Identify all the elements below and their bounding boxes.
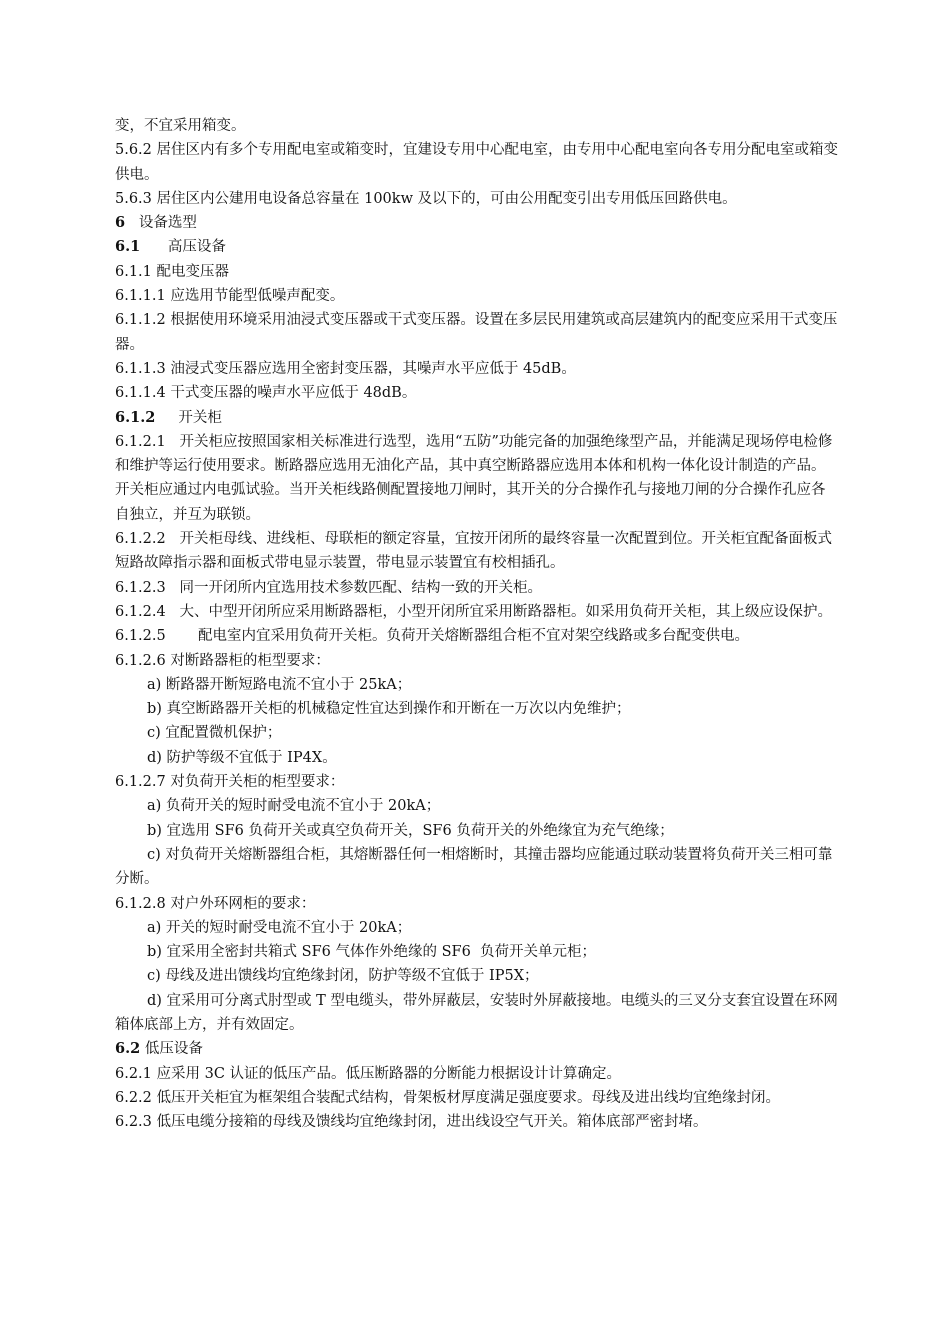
- paragraph-text: c) 对负荷开关熔断器组合柜，其熔断器任何一相熔断时，其撞击器均应能通过联动装置将负荷开关三相可靠分断。: [115, 846, 833, 888]
- paragraph: [115, 624, 839, 648]
- paragraph: [115, 964, 839, 988]
- paragraph: [115, 211, 839, 235]
- paragraph-text: 6.1.1.4 干式变压器的噪声水平应低于 48dB。: [115, 385, 417, 402]
- paragraph-text: 高压设备: [140, 239, 226, 256]
- section-number: 6.2: [115, 1040, 141, 1058]
- paragraph-text: d) 防护等级不宜低于 IP4X。: [147, 749, 337, 766]
- paragraph: [115, 576, 839, 600]
- paragraph: [115, 697, 839, 721]
- paragraph-text: b) 真空断路器开关柜的机械稳定性宜达到操作和开断在一万次以内免维护；: [147, 701, 631, 718]
- paragraph-text: 6.1.2.2 开关柜母线、进线柜、母联柜的额定容量，宜按开闭所的最终容量一次配置到位。开关柜宜配备面板式短路故障指示器和面板式带电显示装置，带电显示装置宜有校相插孔。: [115, 531, 833, 572]
- paragraph-text: 6.1.2.5 配电室内宜采用负荷开关柜。负荷开关熔断器组合柜不宜对架空线路或多台配变供电。: [115, 628, 749, 645]
- paragraph: [115, 357, 839, 381]
- paragraph: [115, 721, 839, 745]
- paragraph-text: 变，不宜采用箱变。: [115, 118, 246, 134]
- section-number: 6: [115, 214, 126, 232]
- paragraph-text: 6.1.2.4 大、中型开闭所应采用断路器柜，小型开闭所宜采用断路器柜。如采用负荷开关柜，其上级应设保护。: [115, 603, 833, 620]
- paragraph: [115, 187, 839, 211]
- document-body: [115, 114, 839, 1134]
- paragraph: [115, 770, 839, 794]
- paragraph: [115, 819, 839, 843]
- paragraph-text: d) 宜采用可分离式肘型或 T 型电缆头，带外屏蔽层，安装时外屏蔽接地。电缆头的三叉分支套宜设置在环网箱体底部上方，并有效固定。: [115, 992, 838, 1033]
- paragraph-text: 6.1.2.6 对断路器柜的柜型要求：: [115, 652, 330, 669]
- paragraph-text: 6.2.3 低压电缆分接箱的母线及馈线均宜绝缘封闭，进出线设空气开关。箱体底部严密封堵。: [115, 1114, 708, 1131]
- paragraph-text: a) 负荷开关的短时耐受电流不宜小于 20kA；: [147, 798, 441, 815]
- paragraph: [115, 235, 839, 259]
- paragraph-text: 6.1.1.3 油浸式变压器应选用全密封变压器，其噪声水平应低于 45dB。: [115, 360, 576, 377]
- paragraph: [115, 1110, 839, 1134]
- paragraph: [115, 892, 839, 916]
- paragraph-text: 6.1.2.7 对负荷开关柜的柜型要求：: [115, 774, 345, 791]
- paragraph: [115, 600, 839, 624]
- paragraph-text: 6.1.2.1 开关柜应按照国家相关标准进行选型，选用“五防”功能完备的加强绝缘型产品，并能满足现场停电检修和维护等运行使用要求。断路器应选用无油化产品，其中真空断路器应选用本体和机构一体化设计制造的产品。开关柜应通过内电弧试验。当开关柜线路侧配置接地刀闸时，其开关的分合操作孔与接地刀闸的分合操作孔应各自独立，并互为联锁。: [115, 433, 833, 523]
- paragraph: [115, 940, 839, 964]
- paragraph: [115, 1086, 839, 1110]
- paragraph-text: a) 断路器开断短路电流不宜小于 25kA；: [147, 676, 412, 693]
- paragraph: [115, 260, 839, 284]
- paragraph: [115, 794, 839, 818]
- paragraph: [115, 673, 839, 697]
- paragraph-text: 6.1.1 配电变压器: [115, 263, 230, 280]
- paragraph: [115, 1037, 839, 1061]
- paragraph: [115, 527, 839, 576]
- paragraph-text: 设备选型: [125, 215, 197, 232]
- paragraph-text: 6.1.2.3 同一开闭所内宜选用技术参数匹配、结构一致的开关柜。: [115, 579, 543, 596]
- paragraph-text: 5.6.3 居住区内公建用电设备总容量在 100kw 及以下的，可由公用配变引出专用低压回路供电。: [115, 190, 737, 207]
- paragraph-text: 6.1.1.2 根据使用环境采用油浸式变压器或干式变压器。设置在多层民用建筑或高层建筑内的配变应采用干式变压器。: [115, 312, 838, 353]
- paragraph: [115, 114, 839, 138]
- paragraph-text: 6.2.1 应采用 3C 认证的低压产品。低压断路器的分断能力根据设计计算确定。: [115, 1065, 622, 1082]
- paragraph: [115, 1062, 839, 1086]
- paragraph-text: 6.2.2 低压开关柜宜为框架组合装配式结构，骨架板材厚度满足强度要求。母线及进出线均宜绝缘封闭。: [115, 1089, 780, 1106]
- section-number: 6.1: [115, 238, 141, 256]
- paragraph: [115, 406, 839, 430]
- paragraph-text: b) 宜选用 SF6 负荷开关或真空负荷开关，SF6 负荷开关的外绝缘宜为充气绝缘；: [147, 822, 674, 839]
- paragraph-text: 开关柜: [155, 409, 222, 426]
- section-number: 6.1.2: [115, 408, 156, 426]
- paragraph-text: 6.1.2.8 对户外环网柜的要求：: [115, 895, 316, 912]
- paragraph: [115, 843, 839, 892]
- paragraph: [115, 381, 839, 405]
- paragraph-text: c) 母线及进出馈线均宜绝缘封闭，防护等级不宜低于 IP5X；: [147, 968, 539, 985]
- paragraph: [115, 138, 839, 187]
- paragraph: [115, 746, 839, 770]
- paragraph-text: c) 宜配置微机保护；: [147, 725, 282, 742]
- paragraph-text: a) 开关的短时耐受电流不宜小于 20kA；: [147, 919, 412, 936]
- paragraph: [115, 649, 839, 673]
- paragraph: [115, 284, 839, 308]
- paragraph: [115, 989, 839, 1038]
- paragraph-text: 5.6.2 居住区内有多个专用配电室或箱变时，宜建设专用中心配电室，由专用中心配电室向各专用分配电室或箱变供电。: [115, 142, 838, 183]
- paragraph: [115, 308, 839, 357]
- paragraph-text: 6.1.1.1 应选用节能型低噪声配变。: [115, 288, 345, 305]
- paragraph: [115, 430, 839, 527]
- paragraph-text: b) 宜采用全密封共箱式 SF6 气体作外绝缘的 SF6 负荷开关单元柜；: [147, 944, 597, 961]
- paragraph-text: 低压设备: [140, 1041, 203, 1058]
- paragraph: [115, 916, 839, 940]
